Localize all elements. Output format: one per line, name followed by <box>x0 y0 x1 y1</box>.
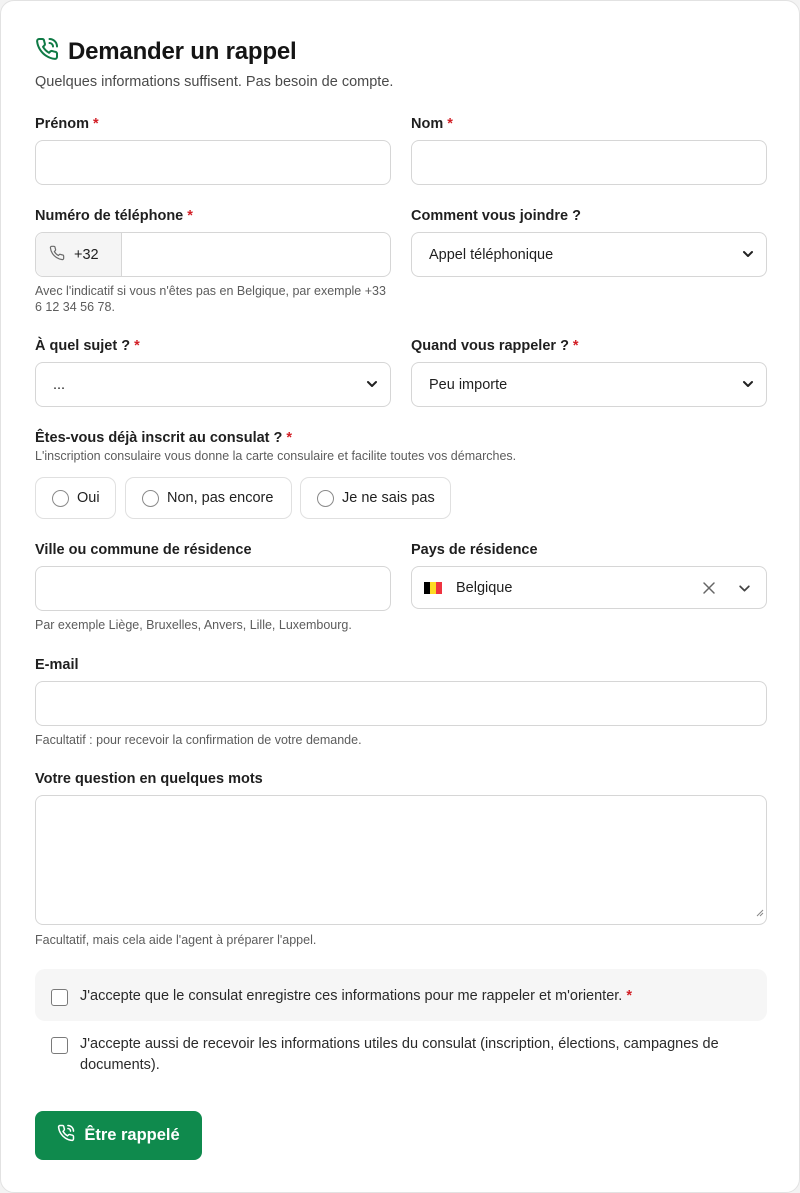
callback-time-label <box>411 338 579 354</box>
consent-record-checkbox[interactable] <box>51 989 68 1006</box>
registered-label-text: Êtes-vous déjà inscrit au consulat ? <box>35 430 283 446</box>
radio-circle[interactable] <box>142 490 159 507</box>
country-value: Belgique <box>456 579 513 596</box>
email-help: Facultatif : pour recevoir la confirmation de votre demande. <box>35 733 362 747</box>
chevron-down-icon <box>742 248 754 264</box>
question-label: Votre question en quelques mots <box>35 771 263 787</box>
radio-circle[interactable] <box>317 490 334 507</box>
last-name-label-text: Nom <box>411 116 444 132</box>
submit-label: Être rappelé <box>84 1126 180 1144</box>
city-label: Ville ou commune de résidence <box>35 542 252 558</box>
belgium-flag-icon <box>424 582 442 594</box>
contact-method-select[interactable] <box>411 232 767 277</box>
email-input[interactable] <box>35 681 767 726</box>
consent-newsletter-checkbox[interactable] <box>51 1037 68 1054</box>
radio-label: Je ne sais pas <box>342 490 435 506</box>
contact-method-value: Appel téléphonique <box>429 246 554 263</box>
phone-label-text: Numéro de téléphone <box>35 208 184 224</box>
country-label: Pays de résidence <box>411 542 538 558</box>
phone-prefix <box>36 233 122 276</box>
question-help: Facultatif, mais cela aide l'agent à préparer l'appel. <box>35 933 317 947</box>
radio-label: Non, pas encore <box>167 490 274 506</box>
registered-label <box>35 430 292 446</box>
consent-record-label: J'accepte que le consulat enregistre ces informations pour me rappeler et m'orienter. <box>80 988 623 1004</box>
required-mark: * <box>93 116 99 132</box>
flag-stripe <box>436 582 442 594</box>
required-mark: * <box>626 988 632 1004</box>
last-name-input[interactable] <box>411 140 767 185</box>
registered-help: L'inscription consulaire vous donne la carte consulaire et facilite toutes vos démarches. <box>35 449 517 463</box>
city-input[interactable] <box>35 566 391 611</box>
phone-label <box>35 208 193 224</box>
phone-icon <box>49 245 65 265</box>
consent-record-text <box>80 986 632 1007</box>
chevron-down-icon <box>366 378 378 394</box>
country-select[interactable] <box>411 566 767 609</box>
form-header <box>35 37 296 66</box>
phone-prefix-text: +32 <box>74 246 99 263</box>
required-mark: * <box>572 338 579 354</box>
clear-icon[interactable] <box>702 581 716 599</box>
subject-label <box>35 338 140 354</box>
consent-record-row[interactable] <box>35 986 767 1007</box>
question-textarea[interactable] <box>35 795 767 925</box>
phone-help: Avec l'indicatif si vous n'êtes pas en Belgique, par exemple +33 6 12 34 56 78. <box>35 284 386 314</box>
page-subtitle: Quelques informations suffisent. Pas besoin de compte. <box>35 74 394 90</box>
phone-input-group[interactable] <box>35 232 391 277</box>
required-mark: * <box>286 430 293 446</box>
subject-value: ... <box>53 376 66 393</box>
callback-time-label-text: Quand vous rappeler ? <box>411 338 569 354</box>
page-title: Demander un rappel <box>68 37 297 65</box>
required-mark: * <box>447 116 453 132</box>
subject-label-text: À quel sujet ? <box>35 338 131 354</box>
callback-time-value: Peu importe <box>429 376 508 393</box>
radio-oui[interactable] <box>35 477 116 519</box>
radio-label: Oui <box>77 490 100 506</box>
chevron-down-icon[interactable] <box>738 582 751 599</box>
radio-non-pas-encore[interactable] <box>125 477 292 519</box>
consent-newsletter-row[interactable] <box>35 1034 767 1076</box>
radio-circle[interactable] <box>52 490 69 507</box>
first-name-input[interactable] <box>35 140 391 185</box>
submit-button[interactable] <box>35 1111 202 1160</box>
contact-method-label: Comment vous joindre ? <box>411 208 581 224</box>
first-name-label <box>35 116 99 132</box>
first-name-label-text: Prénom <box>35 116 89 132</box>
required-mark: * <box>134 338 140 354</box>
chevron-down-icon <box>742 378 754 394</box>
city-help: Par exemple Liège, Bruxelles, Anvers, Lille, Luxembourg. <box>35 618 352 632</box>
required-mark: * <box>187 208 193 224</box>
callback-time-select[interactable] <box>411 362 767 407</box>
phone-ring-icon <box>35 37 59 66</box>
phone-ring-icon <box>57 1124 75 1147</box>
resize-handle-icon[interactable] <box>754 904 764 922</box>
consent-newsletter-text: J'accepte aussi de recevoir les informations utiles du consulat (inscription, élections, campagnes de documents). <box>80 1036 719 1073</box>
radio-je-ne-sais-pas[interactable] <box>300 477 451 519</box>
last-name-label <box>411 116 453 132</box>
email-label: E-mail <box>35 657 79 673</box>
subject-select[interactable] <box>35 362 391 407</box>
